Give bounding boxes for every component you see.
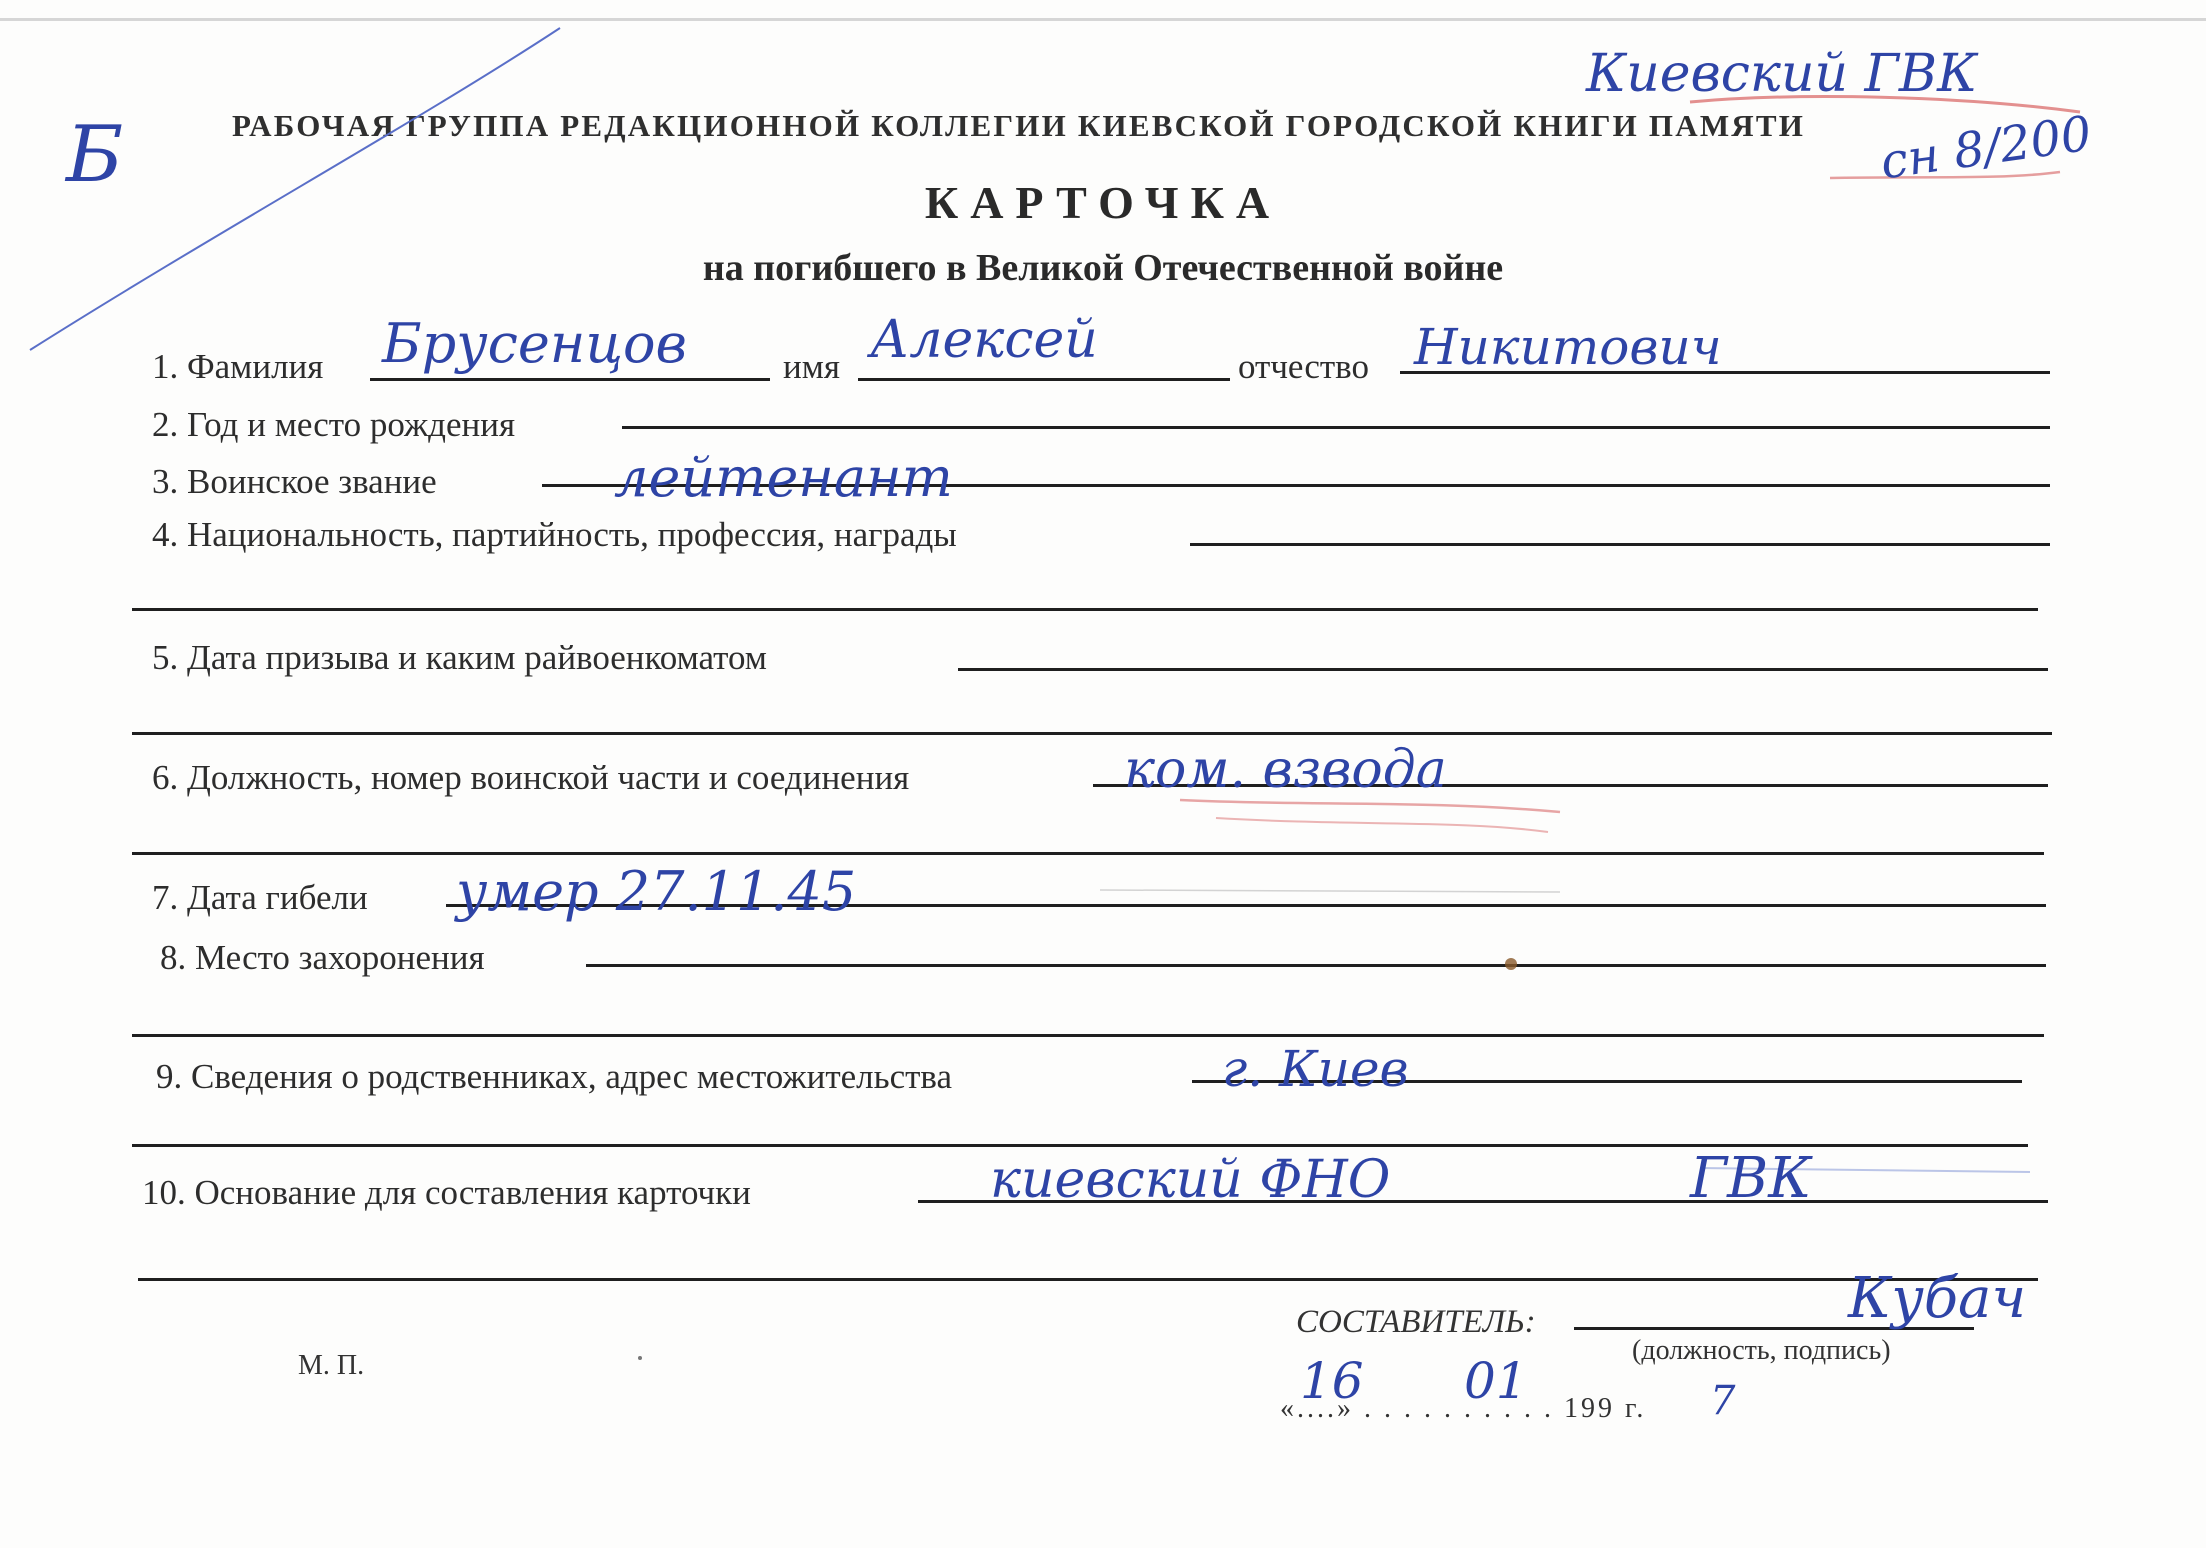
compiler-label: СОСТАВИТЕЛЬ:: [1296, 1304, 1536, 1340]
handwritten-patronymic: Никитович: [1414, 318, 1722, 376]
handwritten-top-right-2: сн 8/200: [1877, 105, 2095, 191]
handwritten-top-right-1: Киевский ГВК: [1586, 44, 1978, 104]
handwritten-position: ком. взвода: [1124, 740, 1447, 800]
handwritten-relatives: г. Киев: [1222, 1040, 1409, 1098]
field-1-name-label: имя: [783, 347, 840, 386]
field-5-label: 5. Дата призыва и каким райвоенкоматом: [152, 638, 767, 677]
handwritten-surname: Брусенцов: [382, 312, 687, 375]
handwritten-corner-mark: Б: [66, 110, 124, 200]
field-3-label: 3. Воинское звание: [152, 462, 437, 501]
field-1-surname-label: 1. Фамилия: [152, 347, 324, 386]
handwritten-basis: киевский ФНО: [990, 1150, 1391, 1210]
handwritten-signature: Кубач: [1848, 1266, 2027, 1331]
handwritten-rank: лейтенант: [614, 446, 953, 509]
card-title: КАРТОЧКА: [924, 177, 1282, 228]
handwritten-name: Алексей: [870, 310, 1098, 370]
handwritten-death-date: умер 27.11.45: [456, 860, 857, 923]
field-4-label: 4. Национальность, партийность, профессия, награды: [152, 515, 957, 554]
handwritten-basis-2: ГВК: [1690, 1146, 1812, 1211]
handwritten-date-day: 16: [1300, 1352, 1364, 1410]
card-subtitle: на погибшего в Великой Отечественной войне: [702, 247, 1504, 289]
field-1-patronymic-label: отчество: [1238, 347, 1369, 386]
stamp-place: М. П.: [298, 1350, 365, 1381]
handwritten-date-month: 01: [1464, 1352, 1528, 1410]
field-7-label: 7. Дата гибели: [152, 878, 368, 917]
header-organization: РАБОЧАЯ ГРУППА РЕДАКЦИОННОЙ КОЛЛЕГИИ КИЕВСКОЙ ГОРОДСКОЙ КНИГИ ПАМЯТИ: [232, 108, 1806, 143]
compiler-caption: (должность, подпись): [1632, 1335, 1891, 1366]
handwritten-year-digit: 7: [1710, 1378, 1736, 1424]
field-8-label: 8. Место захоронения: [160, 938, 485, 977]
date-line: «....» . . . . . . . . . . 199 г.: [1280, 1393, 1647, 1424]
field-6-label: 6. Должность, номер воинской части и соединения: [152, 758, 910, 797]
field-9-label: 9. Сведения о родственниках, адрес местожительства: [156, 1057, 953, 1096]
field-2-label: 2. Год и место рождения: [152, 405, 516, 444]
field-10-label: 10. Основание для составления карточки: [142, 1173, 751, 1212]
